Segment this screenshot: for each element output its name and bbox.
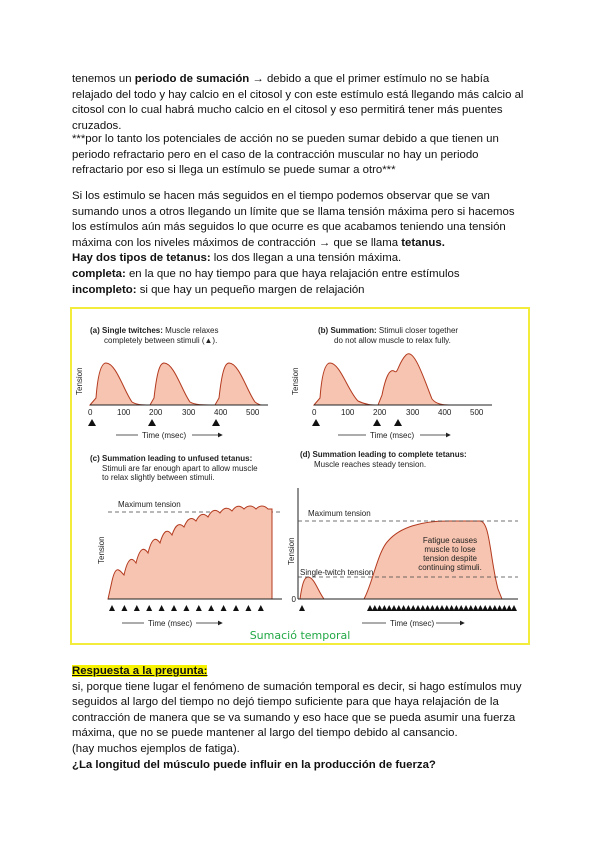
stimulus-marker bbox=[258, 605, 264, 611]
tetanus-types-text: los dos llegan a una tensión máxima. bbox=[210, 252, 402, 265]
stimulus-marker bbox=[88, 419, 96, 426]
stimulus-marker bbox=[208, 605, 214, 611]
fatigue-text: tension despite bbox=[423, 554, 477, 563]
panel-d-stimuli bbox=[299, 605, 517, 611]
stimulus-marker bbox=[396, 605, 402, 611]
summation-figure bbox=[70, 307, 530, 645]
stimulus-marker bbox=[367, 605, 373, 611]
complete-text: en la que no hay tiempo para que haya relajación entre estímulos bbox=[125, 267, 460, 280]
incomplete-text: si que hay un pequeño margen de relajación bbox=[136, 283, 365, 296]
panel-c-ylabel: Tension bbox=[97, 536, 106, 564]
tick-label: 0 bbox=[312, 408, 317, 417]
paragraph-tetanus bbox=[72, 189, 532, 298]
tick-label: 400 bbox=[438, 408, 452, 417]
tick-label: 0 bbox=[88, 408, 93, 417]
fatigue-text: Fatigue causes bbox=[422, 536, 478, 545]
tick-label: 500 bbox=[470, 408, 484, 417]
stimulus-marker bbox=[463, 605, 469, 611]
stimulus-marker bbox=[121, 605, 127, 611]
answer-note: (hay muchos ejemplos de fatiga). bbox=[72, 742, 240, 755]
stimulus-marker bbox=[511, 605, 517, 611]
panel-d-desc: Muscle reaches steady tension. bbox=[314, 460, 427, 469]
panel-a-xlabel: Time (msec) bbox=[142, 431, 187, 440]
stimulus-marker bbox=[373, 419, 381, 426]
panel-b bbox=[291, 326, 492, 440]
para2-text: ***por lo tanto los potenciales de acción no se pueden sumar debido a que tienen un periodo refractario pero en el caso de la contracción muscular no hay un periodo refractario por eso si llega un estímulo se puede sumar a otro*** bbox=[72, 133, 499, 177]
para3-bold-term: tetanus. bbox=[401, 236, 445, 249]
stimulus-marker bbox=[401, 605, 407, 611]
stimulus-marker bbox=[221, 605, 227, 611]
stimulus-marker bbox=[444, 605, 450, 611]
panel-d-twitch-label: Single-twitch tension bbox=[300, 568, 374, 577]
incomplete-label: incompleto: bbox=[72, 283, 137, 296]
stimulus-marker bbox=[146, 605, 152, 611]
panel-c-title: (c) Summation leading to unfused tetanus: bbox=[90, 454, 253, 463]
stimulus-marker bbox=[159, 605, 165, 611]
tick-label: 200 bbox=[373, 408, 387, 417]
stimulus-marker bbox=[477, 605, 483, 611]
stimulus-marker bbox=[148, 419, 156, 426]
tick-label: 100 bbox=[341, 408, 355, 417]
stimulus-marker bbox=[501, 605, 507, 611]
panel-d-max-label: Maximum tension bbox=[308, 509, 371, 518]
stimulus-marker bbox=[492, 605, 498, 611]
stimulus-marker bbox=[405, 605, 411, 611]
panel-b-curve bbox=[314, 354, 450, 405]
panel-d-xlabel: Time (msec) bbox=[390, 619, 435, 628]
stimulus-marker bbox=[439, 605, 445, 611]
paragraph-refractory bbox=[72, 132, 532, 179]
stimulus-marker bbox=[420, 605, 426, 611]
question-text: ¿La longitud del músculo puede influir en la producción de fuerza? bbox=[72, 758, 436, 771]
panel-a-ylabel: Tension bbox=[75, 367, 84, 395]
stimulus-marker bbox=[429, 605, 435, 611]
summation-diagram bbox=[72, 309, 528, 643]
tetanus-types-heading: Hay dos tipos de tetanus: bbox=[72, 252, 211, 265]
panel-b-title: (b) Summation: Stimuli closer together bbox=[318, 326, 459, 335]
panel-b-desc: do not allow muscle to relax fully. bbox=[334, 336, 451, 345]
tick-label: 300 bbox=[406, 408, 420, 417]
panel-a-title: (a) Single twitches: Muscle relaxes bbox=[90, 326, 219, 335]
answer-body: si, porque tiene lugar el fenómeno de sumación temporal es decir, si hago estímulos muy seguidos al largo del tiempo no dejó tiempo suficiente para que haya relajación de la contracción de manera que se va sumando y eso hace que se pueda asumir una fuerza máxima, que no se puede mantener al largo del tiempo debido al cansancio. bbox=[72, 680, 522, 740]
stimulus-marker bbox=[415, 605, 421, 611]
panel-c bbox=[90, 454, 282, 628]
para3-text: Si los estimulo se hacen más seguidos en el tiempo podemos observar que se van sumando unos a otros llegando un límite que se llama tensión máxima pero si hacemos los estímulos aún más seguidos lo que ocurre es que acabamos teniendo una tensión máxima con los niveles máximos de contracción → que se llama bbox=[72, 190, 515, 249]
stimulus-marker bbox=[449, 605, 455, 611]
panel-c-max-label: Maximum tension bbox=[118, 500, 181, 509]
fatigue-text: continuing stimuli. bbox=[418, 563, 482, 572]
panel-d-ylabel: Tension bbox=[287, 537, 296, 565]
panel-c-desc2: to relax slightly between stimuli. bbox=[102, 473, 215, 482]
stimulus-marker bbox=[212, 419, 220, 426]
stimulus-marker bbox=[245, 605, 251, 611]
panel-c-desc1: Stimuli are far enough apart to allow muscle bbox=[102, 464, 258, 473]
stimulus-marker bbox=[394, 419, 402, 426]
stimulus-marker bbox=[458, 605, 464, 611]
tick-label: 100 bbox=[117, 408, 131, 417]
stimulus-marker bbox=[233, 605, 239, 611]
stimulus-marker bbox=[109, 605, 115, 611]
panel-b-ylabel: Tension bbox=[291, 367, 300, 395]
answer-heading: Respuesta a la pregunta: bbox=[72, 665, 208, 677]
stimulus-marker bbox=[473, 605, 479, 611]
panel-d bbox=[287, 450, 518, 628]
stimulus-marker bbox=[372, 605, 378, 611]
panel-b-xlabel: Time (msec) bbox=[370, 431, 415, 440]
stimulus-marker bbox=[453, 605, 459, 611]
stimulus-marker bbox=[377, 605, 383, 611]
stimulus-marker bbox=[183, 605, 189, 611]
stimulus-marker bbox=[171, 605, 177, 611]
panel-d-title: (d) Summation leading to complete tetanus: bbox=[300, 450, 467, 459]
stimulus-marker bbox=[391, 605, 397, 611]
answer-section bbox=[72, 664, 532, 773]
tick-label: 300 bbox=[182, 408, 196, 417]
para1-text-pre: tenemos un bbox=[72, 73, 135, 85]
panel-a-curve bbox=[90, 363, 262, 405]
fatigue-text: muscle to lose bbox=[424, 545, 476, 554]
stimulus-marker bbox=[434, 605, 440, 611]
tick-label: 200 bbox=[149, 408, 163, 417]
panel-d-zero: 0 bbox=[291, 595, 296, 604]
stimulus-marker bbox=[299, 605, 305, 611]
para1-bold-term: periodo de sumación bbox=[134, 73, 250, 85]
stimulus-marker bbox=[497, 605, 503, 611]
stimulus-marker bbox=[487, 605, 493, 611]
stimulus-marker bbox=[425, 605, 431, 611]
stimulus-marker bbox=[482, 605, 488, 611]
stimulus-marker bbox=[506, 605, 512, 611]
stimulus-marker bbox=[312, 419, 320, 426]
paragraph-summation bbox=[72, 72, 532, 134]
panel-c-stimuli bbox=[109, 605, 264, 611]
complete-label: completa: bbox=[72, 267, 126, 280]
tick-label: 500 bbox=[246, 408, 260, 417]
stimulus-marker bbox=[196, 605, 202, 611]
stimulus-marker bbox=[468, 605, 474, 611]
stimulus-marker bbox=[381, 605, 387, 611]
stimulus-marker bbox=[386, 605, 392, 611]
para1-text-post: → debido a que el primer estímulo no se había relajado del todo y hay calcio en el citosol y con este estímulo está llegando más calcio al citosol con lo cual habrá mucho calcio en el citosol y eso permitirá tener más puentes cruzados. bbox=[72, 73, 524, 132]
stimulus-marker bbox=[134, 605, 140, 611]
figure-caption: Sumació temporal bbox=[249, 629, 351, 642]
panel-a-desc: completely between stimuli (▲). bbox=[104, 336, 218, 345]
stimulus-marker bbox=[410, 605, 416, 611]
tick-label: 400 bbox=[214, 408, 228, 417]
panel-c-xlabel: Time (msec) bbox=[148, 619, 193, 628]
panel-a bbox=[75, 326, 268, 440]
panel-c-curve bbox=[108, 506, 272, 599]
